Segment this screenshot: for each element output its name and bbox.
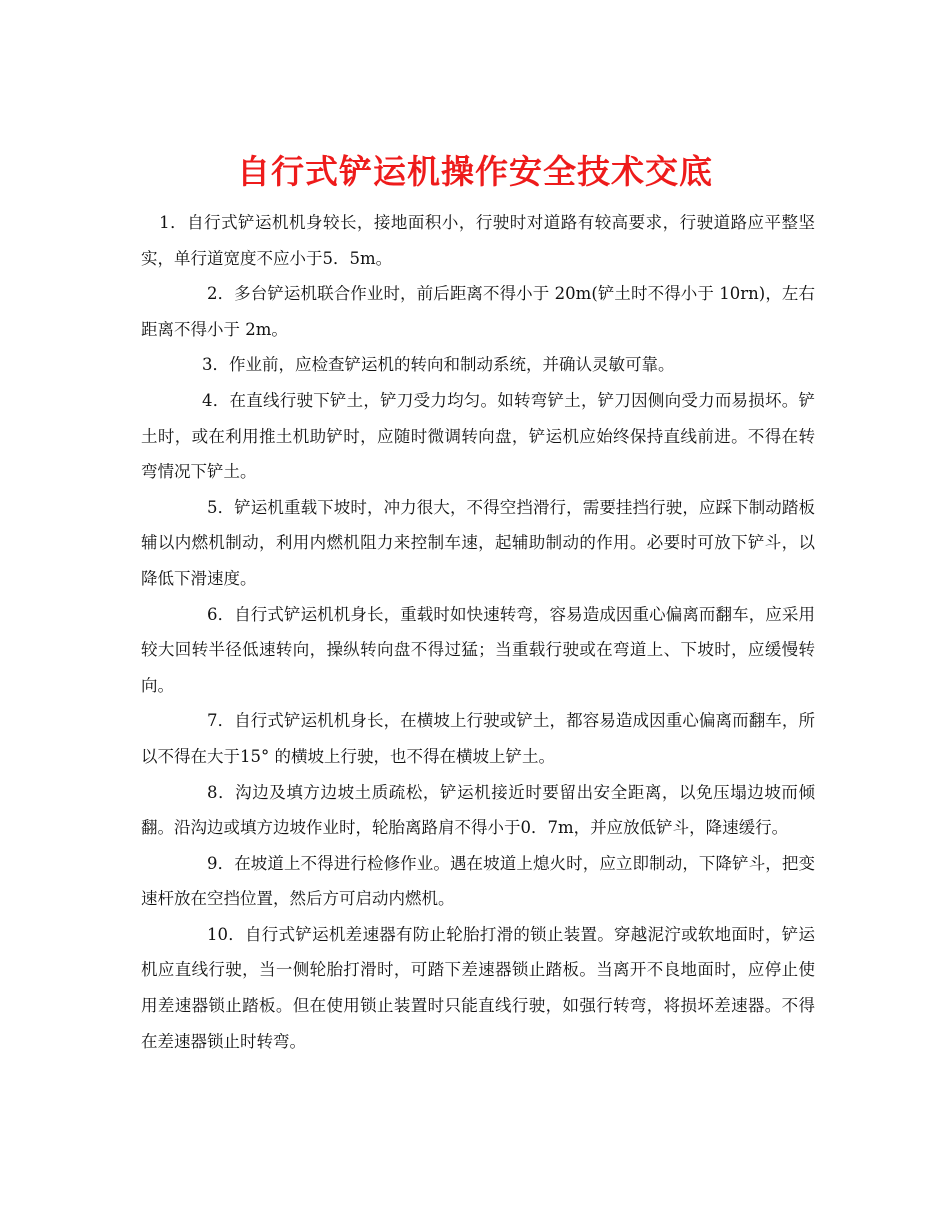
paragraph-1: 1．自行式铲运机机身较长，接地面积小，行驶时对道路有较高要求，行驶道路应平整坚实，单行道宽度不应小于5．5m。	[141, 213, 815, 268]
paragraph-10: 10．自行式铲运机差速器有防止轮胎打滑的锁止装置。穿越泥泞或软地面时，铲运机应直线行驶，当一侧轮胎打滑时，可踏下差速器锁止踏板。当离开不良地面时，应停止使用差速器锁止踏板。但在使用锁止装置时只能直线行驶，如强行转弯，将损坏差速器。不得在差速器锁止时转弯。	[141, 924, 815, 1051]
document-body	[141, 205, 815, 1059]
paragraph-9: 9．在坡道上不得进行检修作业。遇在坡道上熄火时，应立即制动，下降铲斗，把变速杆放在空挡位置，然后方可启动内燃机。	[141, 853, 815, 909]
paragraph-2: 2．多台铲运机联合作业时，前后距离不得小于 20m(铲土时不得小于 10rn)，左右距离不得小于 2m。	[141, 284, 815, 339]
paragraph-6: 6．自行式铲运机机身长，重载时如快速转弯，容易造成因重心偏离而翻车，应采用较大回转半径低速转向，操纵转向盘不得过猛；当重载行驶或在弯道上、下坡时，应缓慢转向。	[141, 604, 815, 695]
paragraph-8: 8．沟边及填方边坡土质疏松，铲运机接近时要留出安全距离，以免压塌边坡而倾翻。沿沟边或填方边坡作业时，轮胎离路肩不得小于0．7m，并应放低铲斗，降速缓行。	[141, 782, 815, 838]
paragraph-5: 5．铲运机重载下坡时，冲力很大，不得空挡滑行，需要挂挡行驶，应踩下制动踏板辅以内燃机制动，利用内燃机阻力来控制车速，起辅助制动的作用。必要时可放下铲斗，以降低下滑速度。	[141, 497, 815, 588]
paragraph-3: 3．作业前，应检查铲运机的转向和制动系统，并确认灵敏可靠。	[202, 355, 675, 375]
paragraph-4: 4．在直线行驶下铲土，铲刀受力均匀。如转弯铲土，铲刀因侧向受力而易损坏。铲土时，或在利用推土机助铲时，应随时微调转向盘，铲运机应始终保持直线前进。不得在转弯情况下铲土。	[141, 390, 815, 482]
paragraph-7: 7．自行式铲运机机身长，在横坡上行驶或铲土，都容易造成因重心偏离而翻车，所以不得在大于15° 的横坡上行驶，也不得在横坡上铲土。	[141, 711, 815, 766]
document-title: 自行式铲运机操作安全技术交底	[237, 152, 713, 192]
